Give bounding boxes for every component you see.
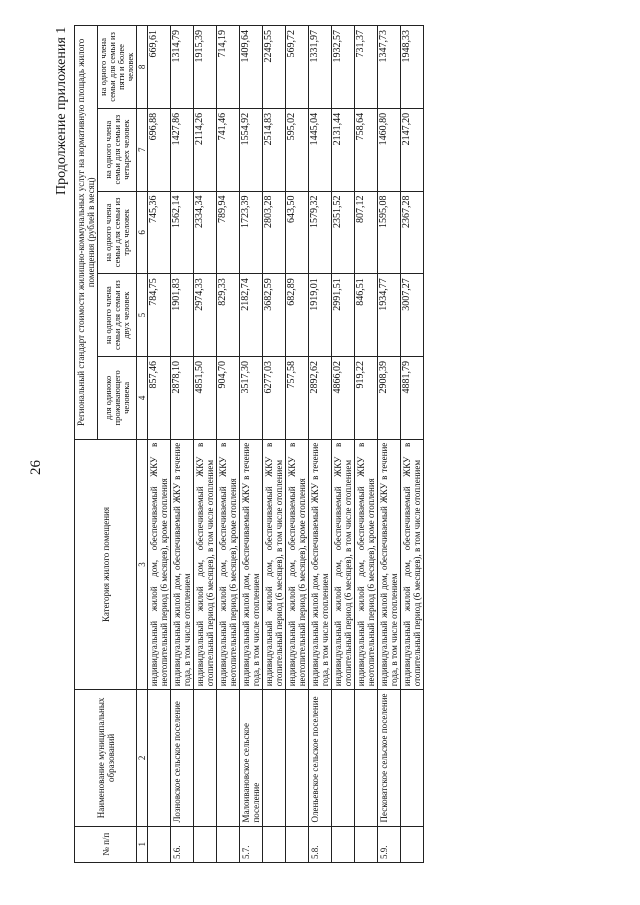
value-single: 2878,10 [171, 356, 194, 439]
housing-category: индивидуальный жилой дом, обеспечиваемый ЖКУ в течение года, в том числе отоплением [171, 439, 194, 690]
header-row-top [75, 26, 98, 863]
value-family-5plus: 1314,79 [171, 26, 194, 109]
value-family-2: 682,89 [286, 274, 309, 357]
value-family-2: 784,75 [148, 274, 171, 357]
table-row [194, 26, 217, 863]
value-family-5plus: 1331,97 [309, 26, 332, 109]
column-number: 8 [137, 26, 148, 109]
table-row [240, 26, 263, 863]
value-family-5plus: 669,61 [148, 26, 171, 109]
municipality-name: Оленьевское сельское поселение [309, 690, 332, 826]
value-family-3: 1579,32 [309, 191, 332, 274]
value-family-4: 1445,04 [309, 108, 332, 191]
header-sub-1: для одиноко проживающего человека [98, 356, 137, 439]
housing-category: индивидуальный жилой дом, обеспечиваемый ЖКУ в отопительный период (6 месяцев), в том числе отоплением [401, 439, 424, 690]
column-number: 7 [137, 108, 148, 191]
row-number: 5.7. [240, 826, 263, 862]
value-family-2: 2182,74 [240, 274, 263, 357]
row-number [286, 826, 309, 862]
column-numbers-row [137, 26, 148, 863]
value-family-2: 3682,59 [263, 274, 286, 357]
value-single: 4881,79 [401, 356, 424, 439]
column-number: 5 [137, 274, 148, 357]
table-row [148, 26, 171, 863]
value-family-4: 1554,92 [240, 108, 263, 191]
row-number [355, 826, 378, 862]
value-family-3: 2367,28 [401, 191, 424, 274]
municipality-name [263, 690, 286, 826]
value-single: 904,70 [217, 356, 240, 439]
value-family-5plus: 1347,73 [378, 26, 401, 109]
housing-category: индивидуальный жилой дом, обеспечиваемый ЖКУ в неотопительный период (6 месяцев), кроме отопления [217, 439, 240, 690]
table-row [286, 26, 309, 863]
value-family-5plus: 1948,33 [401, 26, 424, 109]
row-number: 5.6. [171, 826, 194, 862]
municipality-name: Малоивановское сельское поселение [240, 690, 263, 826]
table-row [378, 26, 401, 863]
value-family-3: 789,94 [217, 191, 240, 274]
header-sub-3: на одного члена семьи для семьи из трех человек [98, 191, 137, 274]
continuation-note: Продолжение приложения 1 [54, 26, 69, 195]
municipality-name: Песковатское сельское поселение [378, 690, 401, 826]
value-single: 6277,03 [263, 356, 286, 439]
table-row [332, 26, 355, 863]
table-row [309, 26, 332, 863]
column-number: 3 [137, 439, 148, 690]
value-single: 757,58 [286, 356, 309, 439]
municipality-name [401, 690, 424, 826]
municipality-name [194, 690, 217, 826]
header-sub-4: на одного члена семьи для семьи из четырех человек [98, 108, 137, 191]
header-sub-5: на одного члена семьи для семьи из пяти и более человек [98, 26, 137, 109]
value-family-2: 846,51 [355, 274, 378, 357]
value-family-3: 807,12 [355, 191, 378, 274]
housing-category: индивидуальный жилой дом, обеспечиваемый ЖКУ в неотопительный период (6 месяцев), кроме отопления [355, 439, 378, 690]
housing-category: индивидуальный жилой дом, обеспечиваемый ЖКУ в течение года, в том числе отоплением [378, 439, 401, 690]
row-number [263, 826, 286, 862]
table-body [148, 26, 424, 863]
value-family-2: 1919,01 [309, 274, 332, 357]
value-single: 857,46 [148, 356, 171, 439]
table-row [217, 26, 240, 863]
column-number: 4 [137, 356, 148, 439]
table-row [401, 26, 424, 863]
housing-category: индивидуальный жилой дом, обеспечиваемый ЖКУ в неотопительный период (6 месяцев), кроме отопления [286, 439, 309, 690]
header-sub-2: на одного члена семьи для семьи из двух человек [98, 274, 137, 357]
row-number [332, 826, 355, 862]
housing-cost-table [74, 25, 424, 863]
value-family-2: 2974,33 [194, 274, 217, 357]
value-family-3: 1562,14 [171, 191, 194, 274]
value-family-5plus: 569,72 [286, 26, 309, 109]
header-standard-title: Региональный стандарт стоимости жилищно-коммунальных услуг на нормативную площадь жилого помещения (рублей в месяц) [75, 26, 98, 440]
value-family-4: 696,88 [148, 108, 171, 191]
row-number [217, 826, 240, 862]
page-number: 26 [28, 460, 44, 475]
municipality-name [355, 690, 378, 826]
table-row [171, 26, 194, 863]
value-family-4: 1460,80 [378, 108, 401, 191]
value-single: 2892,62 [309, 356, 332, 439]
value-family-4: 2147,20 [401, 108, 424, 191]
value-family-3: 1595,08 [378, 191, 401, 274]
table-row [355, 26, 378, 863]
header-col-no: № п/п [75, 826, 137, 862]
housing-category: индивидуальный жилой дом, обеспечиваемый ЖКУ в неотопительный период (6 месяцев), кроме отопления [148, 439, 171, 690]
municipality-name [217, 690, 240, 826]
value-family-5plus: 1932,57 [332, 26, 355, 109]
row-number: 5.9. [378, 826, 401, 862]
row-number [401, 826, 424, 862]
value-family-5plus: 1409,64 [240, 26, 263, 109]
value-family-3: 2334,34 [194, 191, 217, 274]
value-single: 2908,39 [378, 356, 401, 439]
value-family-4: 595,02 [286, 108, 309, 191]
header-col-name: Наименование муниципальных образований [75, 690, 137, 826]
value-family-3: 2803,28 [263, 191, 286, 274]
column-number: 1 [137, 826, 148, 862]
row-number [194, 826, 217, 862]
housing-category: индивидуальный жилой дом, обеспечиваемый ЖКУ в отопительный период (6 месяцев), в том числе отоплением [194, 439, 217, 690]
housing-category: индивидуальный жилой дом, обеспечиваемый ЖКУ в течение года, в том числе отоплением [240, 439, 263, 690]
value-single: 919,22 [355, 356, 378, 439]
value-family-5plus: 1915,39 [194, 26, 217, 109]
housing-category: индивидуальный жилой дом, обеспечиваемый ЖКУ в отопительный период (6 месяцев), в том числе отоплением [332, 439, 355, 690]
value-family-5plus: 731,37 [355, 26, 378, 109]
housing-category: индивидуальный жилой дом, обеспечиваемый ЖКУ в течение года, в том числе отоплением [309, 439, 332, 690]
header-col-category: Категория жилого помещения [75, 439, 137, 690]
value-family-4: 2114,26 [194, 108, 217, 191]
municipality-name [332, 690, 355, 826]
value-family-2: 2991,51 [332, 274, 355, 357]
value-family-4: 741,46 [217, 108, 240, 191]
value-family-2: 829,33 [217, 274, 240, 357]
value-family-2: 1901,83 [171, 274, 194, 357]
municipality-name: Лозновское сельское поселение [171, 690, 194, 826]
value-family-2: 1934,77 [378, 274, 401, 357]
municipality-name [148, 690, 171, 826]
value-family-2: 3007,27 [401, 274, 424, 357]
value-single: 4866,02 [332, 356, 355, 439]
value-family-3: 643,50 [286, 191, 309, 274]
table-row [263, 26, 286, 863]
value-family-3: 2351,52 [332, 191, 355, 274]
value-family-4: 1427,86 [171, 108, 194, 191]
value-family-4: 2514,83 [263, 108, 286, 191]
value-family-4: 2131,44 [332, 108, 355, 191]
column-number: 6 [137, 191, 148, 274]
value-family-3: 1723,39 [240, 191, 263, 274]
municipality-name [286, 690, 309, 826]
value-family-5plus: 714,19 [217, 26, 240, 109]
row-number [148, 826, 171, 862]
value-single: 4851,50 [194, 356, 217, 439]
value-family-3: 745,36 [148, 191, 171, 274]
column-number: 2 [137, 690, 148, 826]
value-family-5plus: 2249,55 [263, 26, 286, 109]
value-family-4: 758,64 [355, 108, 378, 191]
row-number: 5.8. [309, 826, 332, 862]
value-single: 3517,30 [240, 356, 263, 439]
housing-category: индивидуальный жилой дом, обеспечиваемый ЖКУ в отопительный период (6 месяцев), в том числе отоплением [263, 439, 286, 690]
